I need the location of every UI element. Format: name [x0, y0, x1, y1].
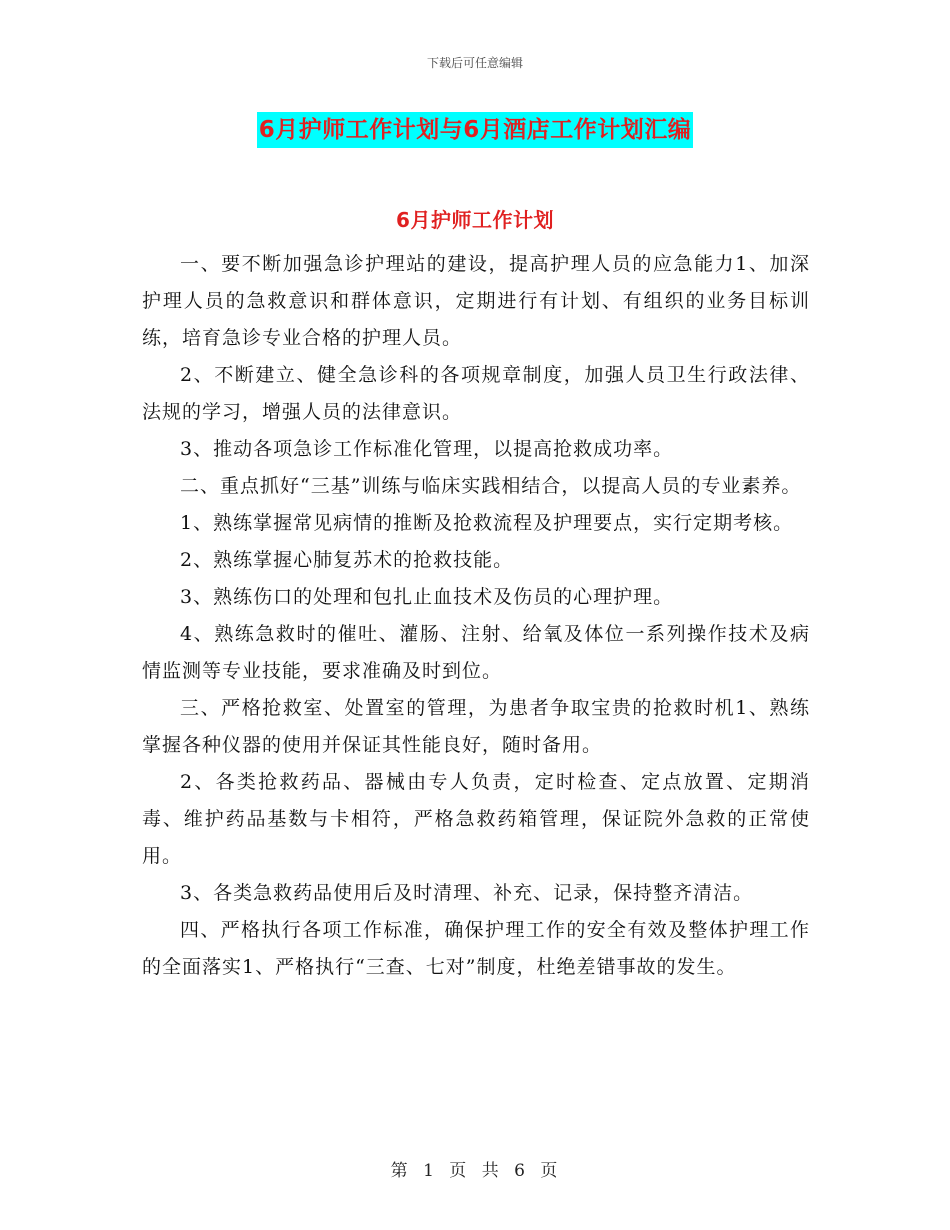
- paragraph: 1、熟练掌握常见病情的推断及抢救流程及护理要点，实行定期考核。: [180, 512, 794, 534]
- paragraph: 2、熟练掌握心肺复苏术的抢救技能。: [180, 549, 514, 571]
- paragraph: 2、不断建立、健全急诊科的各项规章制度，加强人员卫生行政法律、法规的学习，增强人员的法律意识。: [142, 364, 810, 423]
- section-title: 6月护师工作计划: [396, 208, 554, 232]
- paragraph: 二、重点抓好“三基”训练与临床实践相结合，以提高人员的专业素养。: [180, 475, 802, 497]
- paragraph: 3、推动各项急诊工作标准化管理，以提高抢救成功率。: [180, 438, 674, 460]
- paragraph: 4、熟练急救时的催吐、灌肠、注射、给氧及体位一系列操作技术及病情监测等专业技能，要求准确及时到位。: [142, 623, 810, 682]
- paragraph: 3、各类急救药品使用后及时清理、补充、记录，保持整齐清洁。: [180, 882, 754, 904]
- paragraph: 三、严格抢救室、处置室的管理，为患者争取宝贵的抢救时机1、熟练掌握各种仪器的使用并保证其性能良好，随时备用。: [142, 697, 810, 756]
- document-body: [142, 246, 810, 986]
- paragraph: 四、严格执行各项工作标准，确保护理工作的安全有效及整体护理工作的全面落实1、严格执行“三查、七对”制度，杜绝差错事故的发生。: [142, 919, 810, 978]
- paragraph: 一、要不断加强急诊护理站的建设，提高护理人员的应急能力1、加深护理人员的急救意识和群体意识，定期进行有计划、有组织的业务目标训练，培育急诊专业合格的护理人员。: [142, 253, 810, 349]
- paragraph: 3、熟练伤口的处理和包扎止血技术及伤员的心理护理。: [180, 586, 674, 608]
- paragraph: 2、各类抢救药品、器械由专人负责，定时检查、定点放置、定期消毒、维护药品基数与卡相符，严格急救药箱管理，保证院外急救的正常使用。: [142, 771, 810, 867]
- main-title: 6月护师工作计划与6月酒店工作计划汇编: [257, 112, 694, 148]
- header-note: 下载后可任意编辑: [426, 56, 523, 70]
- main-title-container: [0, 112, 950, 148]
- page-footer: 第 1 页 共 6 页: [390, 1161, 560, 1181]
